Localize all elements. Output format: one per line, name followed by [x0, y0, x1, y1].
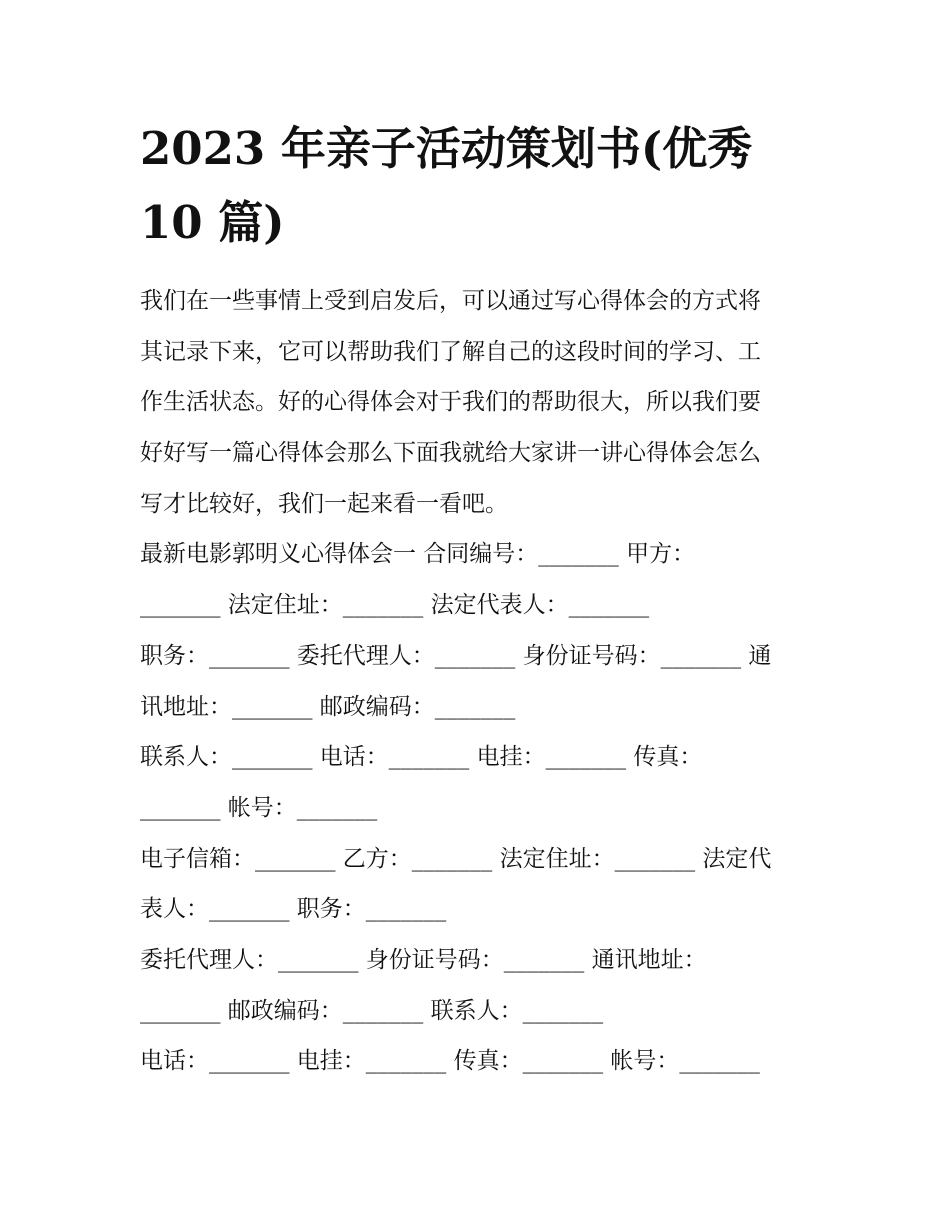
- text-line: _______ 邮政编码：_______ 联系人：_______: [140, 997, 604, 1024]
- text-line: 委托代理人：_______ 身份证号码：_______ 通讯地址：: [140, 946, 707, 973]
- text-line: 我们在一些事情上受到启发后，可以通过写心得体会的方式将: [140, 288, 761, 314]
- text-line: 讯地址：_______ 邮政编码：_______: [140, 693, 516, 720]
- title-line: 2023 年亲子活动策划书(优秀: [140, 122, 753, 175]
- text-line: 其记录下来，它可以帮助我们了解自己的这段时间的学习、工: [140, 338, 761, 365]
- text-line: 最新电影郭明义心得体会一 合同编号：_______ 甲方：: [140, 541, 696, 568]
- text-line: 电话：_______ 电挂：_______ 传真：_______ 帐号：_______: [140, 1048, 760, 1075]
- text-line: 电子信箱：_______ 乙方：_______ 法定住址：_______ 法定代: [140, 845, 772, 872]
- text-line: 联系人：_______ 电话：_______ 电挂：_______ 传真：: [140, 744, 703, 771]
- text-line: 职务：_______ 委托代理人：_______ 身份证号码：_______ 通: [140, 642, 772, 669]
- text-line: 作生活状态。好的心得体会对于我们的帮助很大，所以我们要: [140, 389, 761, 416]
- document-title: [140, 112, 820, 260]
- text-line: 写才比较好，我们一起来看一看吧。: [140, 490, 508, 517]
- text-line: 好好写一篇心得体会那么下面我就给大家讲一讲心得体会怎么: [140, 440, 761, 467]
- title-line: 10 篇): [140, 196, 285, 249]
- text-line: _______ 帐号：_______: [140, 794, 378, 821]
- text-line: _______ 法定住址：_______ 法定代表人：_______: [140, 592, 650, 619]
- text-line: 表人：_______ 职务：_______: [140, 896, 447, 923]
- document-body: [140, 280, 820, 1091]
